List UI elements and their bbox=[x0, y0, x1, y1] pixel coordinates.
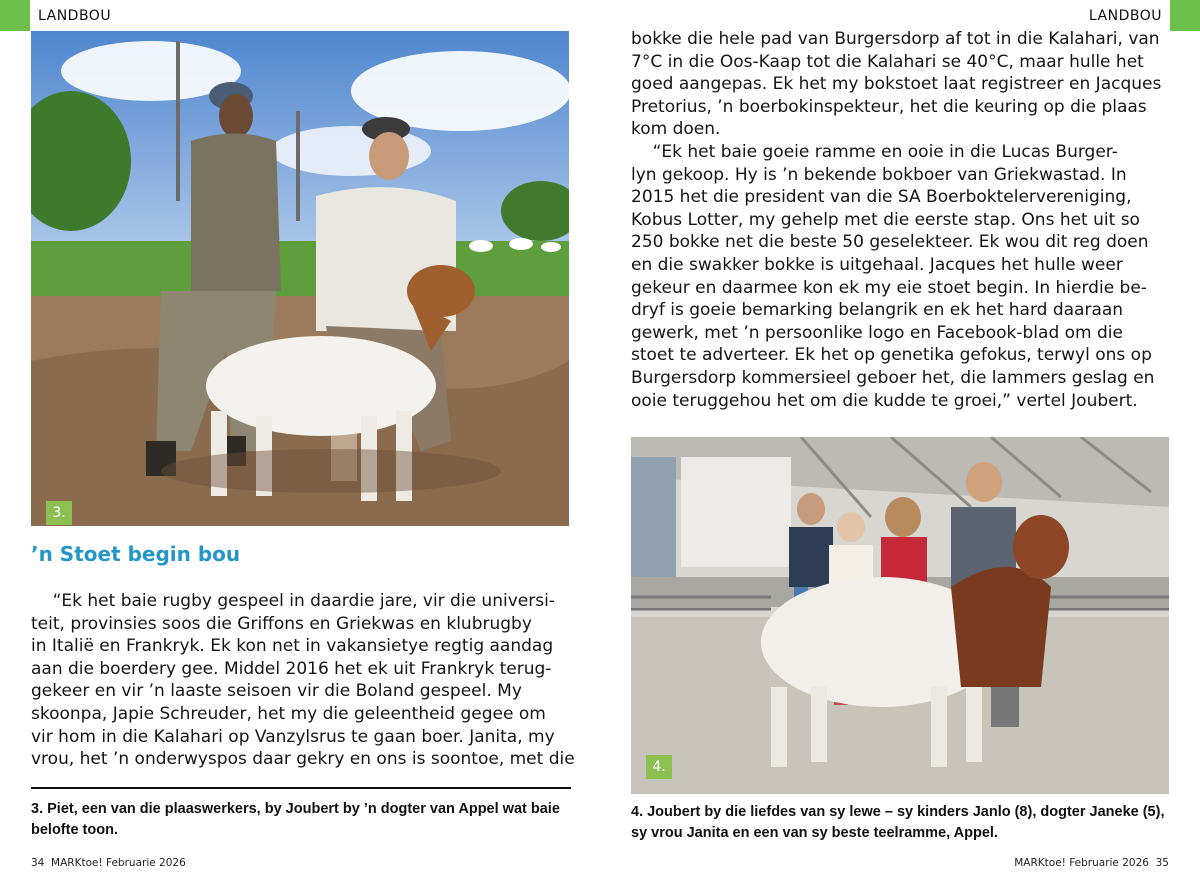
photo-family-with-ram bbox=[631, 437, 1169, 794]
text-line: Pretorius, ’n boerbokinspekteur, het die keuring op die plaas bbox=[631, 96, 1147, 117]
text-line: skoonpa, Japie Schreuder, het my die geleentheid gegee om bbox=[31, 703, 546, 724]
caption-line: 4. Joubert by die liefdes van sy lewe – sy kinders Janlo (8), dogter Janeke (5), bbox=[631, 804, 1165, 820]
text-line: 2015 het die president van die SA Boerboktelervereniging, bbox=[631, 187, 1132, 208]
text-line: “Ek het baie goeie ramme en ooie in die Lucas Burger- bbox=[631, 141, 1118, 162]
text-line: kom doen. bbox=[631, 119, 721, 140]
text-line: en die swakker bokke is uitgehaal. Jacques het hulle weer bbox=[631, 254, 1123, 275]
photo-3-illustration bbox=[31, 31, 569, 526]
section-tag-bar bbox=[1170, 0, 1200, 31]
photo-number-3: 3. bbox=[46, 501, 72, 525]
section-tag-left bbox=[0, 0, 119, 31]
photo-3-caption bbox=[31, 799, 576, 841]
text-line: gewerk, met ’n persoonlike logo en Facebook-blad om die bbox=[631, 322, 1123, 343]
text-line: goed aangepas. Ek het my bokstoet laat registreer en Jacques bbox=[631, 74, 1162, 95]
caption-divider bbox=[31, 787, 571, 789]
text-line: gekeer en vir ’n laaste seisoen vir die Boland gespeel. My bbox=[31, 681, 522, 702]
photo-4-illustration bbox=[631, 437, 1169, 794]
text-line: ooie teruggehou het om die kudde te groei,” vertel Joubert. bbox=[631, 390, 1138, 411]
text-line: “Ek het baie rugby gespeel in daardie jare, vir die universi- bbox=[31, 591, 555, 611]
text-line: lyn gekoop. Hy is ’n bekende bokboer van Griekwastad. In bbox=[631, 164, 1127, 185]
right-body-text bbox=[631, 28, 1176, 412]
text-line: dryf is goeie bemarking belangrik en ek het hard daaraan bbox=[631, 300, 1124, 321]
photo-4-caption bbox=[631, 802, 1176, 844]
text-line: 250 bokke net die beste 50 geselekteer. Ek wou dit reg doen bbox=[631, 232, 1149, 253]
section-subheading: ’n Stoet begin bou bbox=[31, 542, 241, 566]
section-label-left: LANDBOU bbox=[38, 7, 112, 24]
caption-line: 3. Piet, een van die plaaswerkers, by Joubert by ’n dogter van Appel wat baie bbox=[31, 801, 560, 817]
caption-line: belofte toon. bbox=[31, 822, 118, 838]
caption-line: sy vrou Janita en een van sy beste teelramme, Appel. bbox=[631, 825, 998, 841]
text-line: aan die boerdery gee. Middel 2016 het ek uit Frankryk terug- bbox=[31, 658, 552, 679]
right-page bbox=[600, 0, 1200, 879]
text-line: vir hom in die Kalahari op Vanzylsrus te gaan boer. Janita, my bbox=[31, 726, 555, 747]
left-body-text bbox=[31, 590, 576, 771]
section-tag-bar bbox=[0, 0, 30, 31]
text-line: vrou, het ’n onderwyspos daar gekry en ons is soontoe, met die bbox=[31, 749, 575, 770]
page-folio-right: MARKtoe! Februarie 2026 35 bbox=[1014, 857, 1169, 869]
section-tag-right bbox=[1081, 0, 1200, 31]
text-line: in Italië en Frankryk. Ek kon net in vakansietye regtig aandag bbox=[31, 636, 554, 657]
text-line: teit, provinsies soos die Griffons en Griekwas en klubrugby bbox=[31, 613, 532, 634]
text-line: 7°C in die Oos-Kaap tot die Kalahari se 40°C, maar hulle het bbox=[631, 51, 1144, 72]
text-line: gekeur en daarmee kon ek my eie stoet begin. In hierdie be- bbox=[631, 277, 1147, 298]
text-line: bokke die hele pad van Burgersdorp af tot in die Kalahari, van bbox=[631, 29, 1160, 49]
text-line: stoet te adverteer. Ek het op genetika gefokus, terwyl ons op bbox=[631, 345, 1152, 366]
text-line: Burgersdorp kommersieel geboer het, die lammers geslag en bbox=[631, 367, 1155, 388]
page-folio-left: 34 MARKtoe! Februarie 2026 bbox=[31, 857, 186, 869]
text-line: Kobus Lotter, my gehelp met die eerste stap. Ons het uit so bbox=[631, 209, 1140, 230]
photo-farmers-with-goat bbox=[31, 31, 569, 526]
photo-number-4: 4. bbox=[646, 755, 672, 779]
section-label-right: LANDBOU bbox=[1088, 7, 1162, 24]
